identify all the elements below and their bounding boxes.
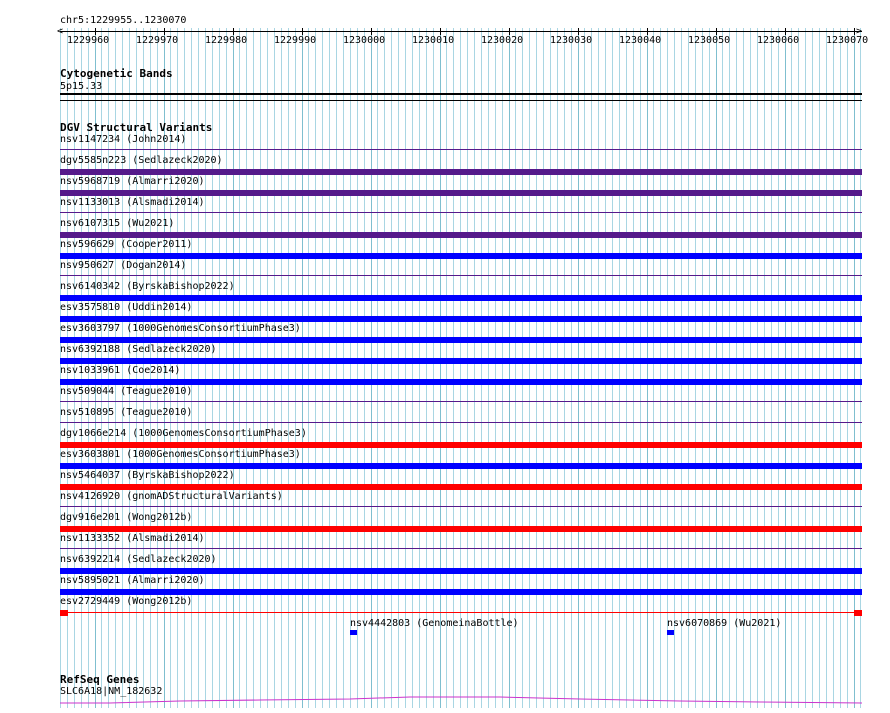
- grid-line: [688, 28, 689, 708]
- grid-line: [605, 28, 606, 708]
- ruler-left-arrow: <: [57, 26, 64, 37]
- grid-line: [377, 28, 378, 708]
- ruler-tick-label: 1230060: [757, 35, 800, 46]
- variant-line[interactable]: [60, 422, 862, 423]
- variant-label: nsv1033961 (Coe2014): [60, 365, 181, 376]
- grid-line: [488, 28, 489, 708]
- ruler-axis: [60, 31, 862, 32]
- grid-line: [660, 28, 661, 708]
- variant-label: nsv6392188 (Sedlazeck2020): [60, 344, 217, 355]
- ruler-tick-label: 1230050: [688, 35, 731, 46]
- ruler-tick-label: 1229970: [136, 35, 179, 46]
- ruler-tick-label: 1230010: [412, 35, 455, 46]
- ruler-tick-mark: [233, 28, 234, 35]
- grid-line: [467, 28, 468, 708]
- grid-line: [653, 28, 654, 708]
- grid-line: [419, 28, 420, 708]
- ruler-tick-mark: [716, 28, 717, 35]
- grid-line: [495, 28, 496, 708]
- grid-line: [543, 28, 544, 708]
- grid-line: [288, 28, 289, 708]
- ruler-tick-mark: [302, 28, 303, 35]
- grid-line: [226, 28, 227, 708]
- ruler-tick-label: 1230030: [550, 35, 593, 46]
- cytoband-bar[interactable]: [60, 93, 862, 95]
- grid-line: [757, 28, 758, 708]
- grid-line: [481, 28, 482, 708]
- variant-label: esv2729449 (Wong2012b): [60, 596, 193, 607]
- variant-line[interactable]: [60, 548, 862, 549]
- variant-label: nsv6107315 (Wu2021): [60, 218, 175, 229]
- grid-line: [681, 28, 682, 708]
- small-feature-label: nsv6070869 (Wu2021): [667, 618, 782, 629]
- grid-line: [308, 28, 309, 708]
- variant-label: nsv5464037 (ByrskaBishop2022): [60, 470, 235, 481]
- grid-line: [716, 28, 717, 708]
- ruler-tick-label: 1229980: [205, 35, 248, 46]
- refseq-gene-label[interactable]: SLC6A18|NM_182632: [60, 686, 163, 697]
- cytoband-baseline: [60, 100, 862, 101]
- grid-line: [819, 28, 820, 708]
- grid-line: [736, 28, 737, 708]
- grid-line: [219, 28, 220, 708]
- grid-line: [398, 28, 399, 708]
- small-feature-bar[interactable]: [667, 630, 674, 635]
- grid-line: [246, 28, 247, 708]
- grid-line: [826, 28, 827, 708]
- grid-line: [364, 28, 365, 708]
- variant-label: nsv4126920 (gnomADStructuralVariants): [60, 491, 283, 502]
- grid-line: [329, 28, 330, 708]
- variant-line[interactable]: [60, 275, 862, 276]
- grid-line: [357, 28, 358, 708]
- ruler-tick-mark: [95, 28, 96, 35]
- grid-line: [612, 28, 613, 708]
- ruler-tick-mark: [854, 28, 855, 35]
- grid-line: [453, 28, 454, 708]
- variant-end-block[interactable]: [60, 610, 68, 616]
- variant-bar[interactable]: [60, 379, 862, 385]
- variant-label: nsv6140342 (ByrskaBishop2022): [60, 281, 235, 292]
- variant-label: esv3603797 (1000GenomesConsortiumPhase3): [60, 323, 301, 334]
- grid-line: [750, 28, 751, 708]
- grid-line: [522, 28, 523, 708]
- grid-line: [529, 28, 530, 708]
- grid-line: [709, 28, 710, 708]
- grid-line: [798, 28, 799, 708]
- grid-line: [302, 28, 303, 708]
- variant-bar[interactable]: [60, 442, 862, 448]
- grid-line: [667, 28, 668, 708]
- variant-label: nsv509044 (Teague2010): [60, 386, 193, 397]
- variant-label: nsv1147234 (John2014): [60, 134, 187, 145]
- variant-bar[interactable]: [60, 316, 862, 322]
- grid-line: [371, 28, 372, 708]
- variant-bar[interactable]: [60, 463, 862, 469]
- refseq-gene-model[interactable]: [60, 694, 862, 706]
- variant-end-block[interactable]: [854, 610, 862, 616]
- variant-label: dgv916e201 (Wong2012b): [60, 512, 193, 523]
- locus-label: chr5:1229955..1230070: [60, 15, 187, 26]
- variant-bar[interactable]: [60, 253, 862, 259]
- grid-line: [833, 28, 834, 708]
- grid-line: [702, 28, 703, 708]
- variant-label: nsv5968719 (Almarri2020): [60, 176, 205, 187]
- grid-line: [647, 28, 648, 708]
- variant-bar[interactable]: [60, 337, 862, 343]
- grid-line: [343, 28, 344, 708]
- grid-line: [791, 28, 792, 708]
- grid-line: [695, 28, 696, 708]
- grid-line: [384, 28, 385, 708]
- variant-bar[interactable]: [60, 295, 862, 301]
- variant-label: esv3603801 (1000GenomesConsortiumPhase3): [60, 449, 301, 460]
- variant-bar[interactable]: [60, 169, 862, 175]
- variant-line[interactable]: [60, 612, 862, 613]
- grid-line: [281, 28, 282, 708]
- grid-line: [274, 28, 275, 708]
- ruler-tick-label: 1229990: [274, 35, 317, 46]
- ruler-tick-label: 1230070: [826, 35, 869, 46]
- grid-line: [440, 28, 441, 708]
- grid-line: [674, 28, 675, 708]
- grid-line: [564, 28, 565, 708]
- grid-line: [578, 28, 579, 708]
- grid-line: [515, 28, 516, 708]
- grid-line: [412, 28, 413, 708]
- grid-line: [571, 28, 572, 708]
- grid-line: [812, 28, 813, 708]
- grid-line: [315, 28, 316, 708]
- grid-line: [771, 28, 772, 708]
- grid-line: [550, 28, 551, 708]
- variant-label: nsv950627 (Dogan2014): [60, 260, 187, 271]
- grid-line: [233, 28, 234, 708]
- grid-line: [536, 28, 537, 708]
- variant-label: dgv1066e214 (1000GenomesConsortiumPhase3): [60, 428, 307, 439]
- ruler-tick-mark: [785, 28, 786, 35]
- small-feature-label: nsv4442803 (GenomeinaBottle): [350, 618, 519, 629]
- variant-bar[interactable]: [60, 190, 862, 196]
- variant-label: nsv510895 (Teague2010): [60, 407, 193, 418]
- variant-bar[interactable]: [60, 589, 862, 595]
- grid-line: [743, 28, 744, 708]
- grid-line: [239, 28, 240, 708]
- variant-bar[interactable]: [60, 568, 862, 574]
- variant-label: nsv5895021 (Almarri2020): [60, 575, 205, 586]
- variant-line[interactable]: [60, 149, 862, 150]
- grid-line: [509, 28, 510, 708]
- grid-line: [847, 28, 848, 708]
- grid-line: [267, 28, 268, 708]
- grid-line: [805, 28, 806, 708]
- variant-label: nsv596629 (Cooper2011): [60, 239, 193, 250]
- grid-line: [860, 28, 861, 708]
- ruler-tick-mark: [509, 28, 510, 35]
- variant-line[interactable]: [60, 506, 862, 507]
- ruler-tick-mark: [578, 28, 579, 35]
- variant-line[interactable]: [60, 212, 862, 213]
- ruler-right-arrow: >: [856, 26, 863, 37]
- dgv-track-title: DGV Structural Variants: [60, 121, 213, 134]
- grid-line: [350, 28, 351, 708]
- variant-label: nsv1133013 (Alsmadi2014): [60, 197, 205, 208]
- grid-line: [764, 28, 765, 708]
- grid-line: [405, 28, 406, 708]
- cytoband-label[interactable]: 5p15.33: [60, 81, 103, 92]
- grid-line: [778, 28, 779, 708]
- ruler-tick-label: 1230020: [481, 35, 524, 46]
- small-feature-bar[interactable]: [350, 630, 357, 635]
- ruler-tick-mark: [440, 28, 441, 35]
- grid-line: [722, 28, 723, 708]
- variant-label: esv3575810 (Uddin2014): [60, 302, 193, 313]
- grid-line: [474, 28, 475, 708]
- grid-line: [591, 28, 592, 708]
- grid-line: [433, 28, 434, 708]
- grid-line: [619, 28, 620, 708]
- ruler-tick-label: 1230040: [619, 35, 662, 46]
- grid-line: [557, 28, 558, 708]
- grid-line: [336, 28, 337, 708]
- variant-bar[interactable]: [60, 358, 862, 364]
- grid-line: [322, 28, 323, 708]
- variant-bar[interactable]: [60, 232, 862, 238]
- variant-label: nsv6392214 (Sedlazeck2020): [60, 554, 217, 565]
- ruler-tick-label: 1230000: [343, 35, 386, 46]
- grid-line: [446, 28, 447, 708]
- grid-line: [598, 28, 599, 708]
- grid-line: [633, 28, 634, 708]
- ruler-tick-mark: [371, 28, 372, 35]
- grid-line: [854, 28, 855, 708]
- grid-line: [295, 28, 296, 708]
- grid-line: [729, 28, 730, 708]
- grid-line: [840, 28, 841, 708]
- grid-line: [785, 28, 786, 708]
- grid-line: [460, 28, 461, 708]
- grid-line: [640, 28, 641, 708]
- ruler-tick-label: 1229960: [67, 35, 110, 46]
- grid-line: [584, 28, 585, 708]
- variant-bar[interactable]: [60, 526, 862, 532]
- variant-label: dgv5585n223 (Sedlazeck2020): [60, 155, 223, 166]
- ruler-tick-mark: [164, 28, 165, 35]
- grid-line: [426, 28, 427, 708]
- grid-line: [260, 28, 261, 708]
- refseq-track-title: RefSeq Genes: [60, 673, 140, 686]
- variant-bar[interactable]: [60, 484, 862, 490]
- grid-line: [626, 28, 627, 708]
- variant-line[interactable]: [60, 401, 862, 402]
- ruler-tick-mark: [647, 28, 648, 35]
- grid-line: [253, 28, 254, 708]
- variant-label: nsv1133352 (Alsmadi2014): [60, 533, 205, 544]
- grid-line: [391, 28, 392, 708]
- cytoband-track-title: Cytogenetic Bands: [60, 67, 173, 80]
- grid-line: [502, 28, 503, 708]
